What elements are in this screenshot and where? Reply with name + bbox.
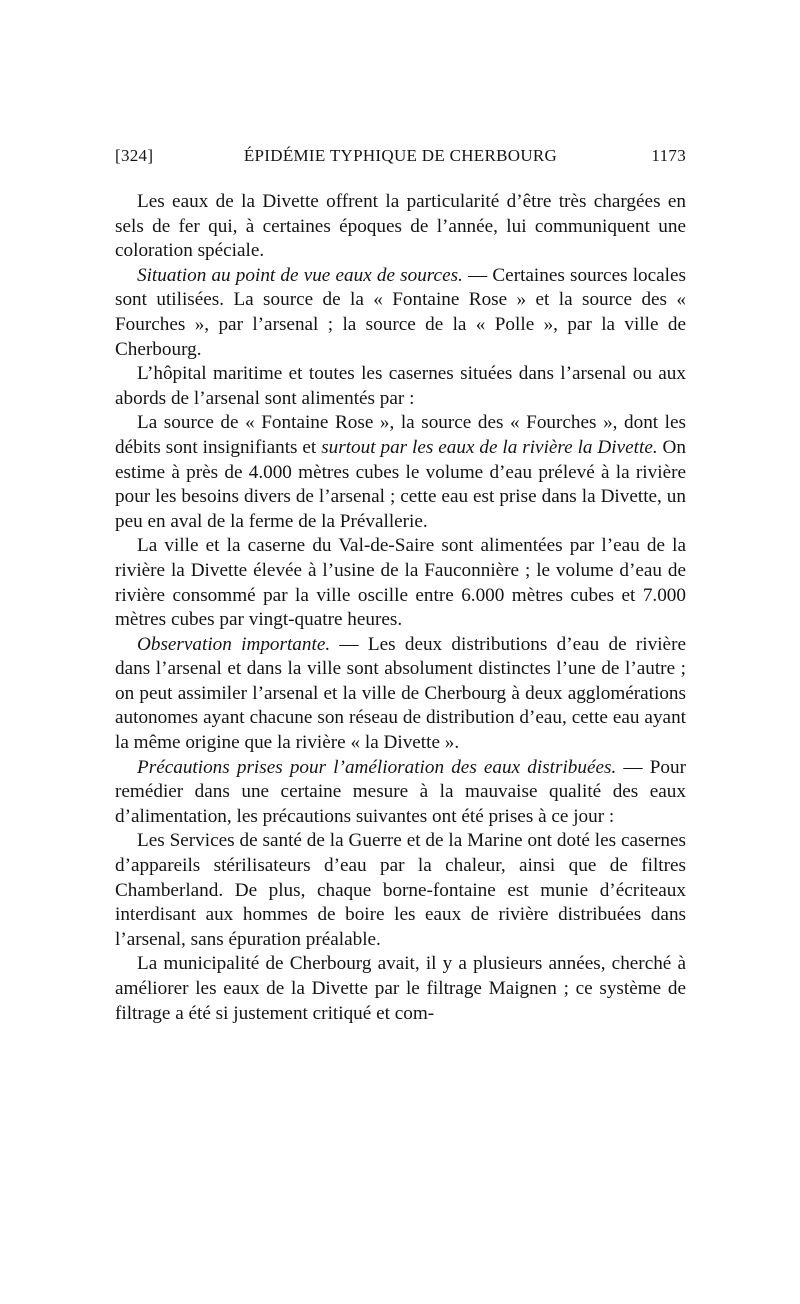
book-page	[115, 146, 686, 1026]
paragraph: Situation au point de vue eaux de sources. — Certaines sources locales sont utilisées. La source de la « Fontaine Rose » et la source des « Fourches », par l’arsenal ; la source de la « Polle », par la ville de Cherbourg.	[115, 264, 686, 360]
paragraph: La source de « Fontaine Rose », la source des « Fourches », dont les débits sont insignifiants et surtout par les eaux de la rivière la Divette. On estime à près de 4.000 mètres cubes le volume d’eau prélevé à la rivière pour les besoins divers de l’arsenal ; cette eau est prise dans la Divette, un peu en aval de la ferme de la Prévallerie.	[115, 412, 687, 532]
paragraph: Observation importante. — Les deux distributions d’eau de rivière dans l’arsenal et dans la ville sont absolument distinctes l’une de l’autre ; on peut assimiler l’arsenal et la ville de Cherbourg à deux agglomérations autonomes ayant chacune son réseau de distribution d’eau, cette eau ayant la même origine que la rivière « la Divette ».	[115, 633, 686, 754]
paragraph: Les Services de santé de la Guerre et de la Marine ont doté les casernes d’appareils stérilisateurs d’eau par la chaleur, ainsi que de filtres Chamberland. De plus, chaque borne-fontaine est munie d’écriteaux interdisant aux hommes de boire les eaux de rivière distribuées dans l’arsenal, sans épuration préalable.	[115, 830, 686, 950]
italic-lead: Observation importante.	[137, 633, 331, 655]
paragraph: La ville et la caserne du Val-de-Saire sont alimentées par l’eau de la rivière la Divette élevée à l’usine de la Fauconnière ; le volume d’eau de rivière consommé par la ville oscille entre 6.000 mètres cubes et 7.000 mètres cubes par vingt-quatre heures.	[115, 535, 686, 631]
paragraph: L’hôpital maritime et toutes les casernes situées dans l’arsenal ou aux abords de l’arsenal sont alimentés par :	[115, 363, 686, 409]
italic-emphasis: surtout par les eaux de la rivière la Divette.	[321, 436, 658, 458]
italic-lead: Précautions prises pour l’amélioration des eaux distribuées.	[137, 756, 617, 778]
running-header	[115, 146, 686, 174]
body-text	[115, 190, 686, 1026]
paragraph: La municipalité de Cherbourg avait, il y a plusieurs années, cherché à améliorer les eaux de la Divette par le filtrage Maignen ; ce système de filtrage a été si justement critiqué et com-	[115, 953, 686, 1024]
paragraph: Les eaux de la Divette offrent la particularité d’être très chargées en sels de fer qui, à certaines époques de l’année, lui communiquent une coloration spéciale.	[115, 191, 686, 262]
paragraph: Précautions prises pour l’amélioration des eaux distribuées. — Pour remédier dans une certaine mesure à la mauvaise qualité des eaux d’alimentation, les précautions suivantes ont été prises à ce jour :	[115, 756, 686, 827]
page-number: 1173	[651, 146, 686, 165]
page-reference: [324]	[115, 146, 154, 165]
italic-lead: Situation au point de vue eaux de sources.	[137, 264, 463, 286]
running-title: ÉPIDÉMIE TYPHIQUE DE CHERBOURG	[243, 146, 558, 165]
